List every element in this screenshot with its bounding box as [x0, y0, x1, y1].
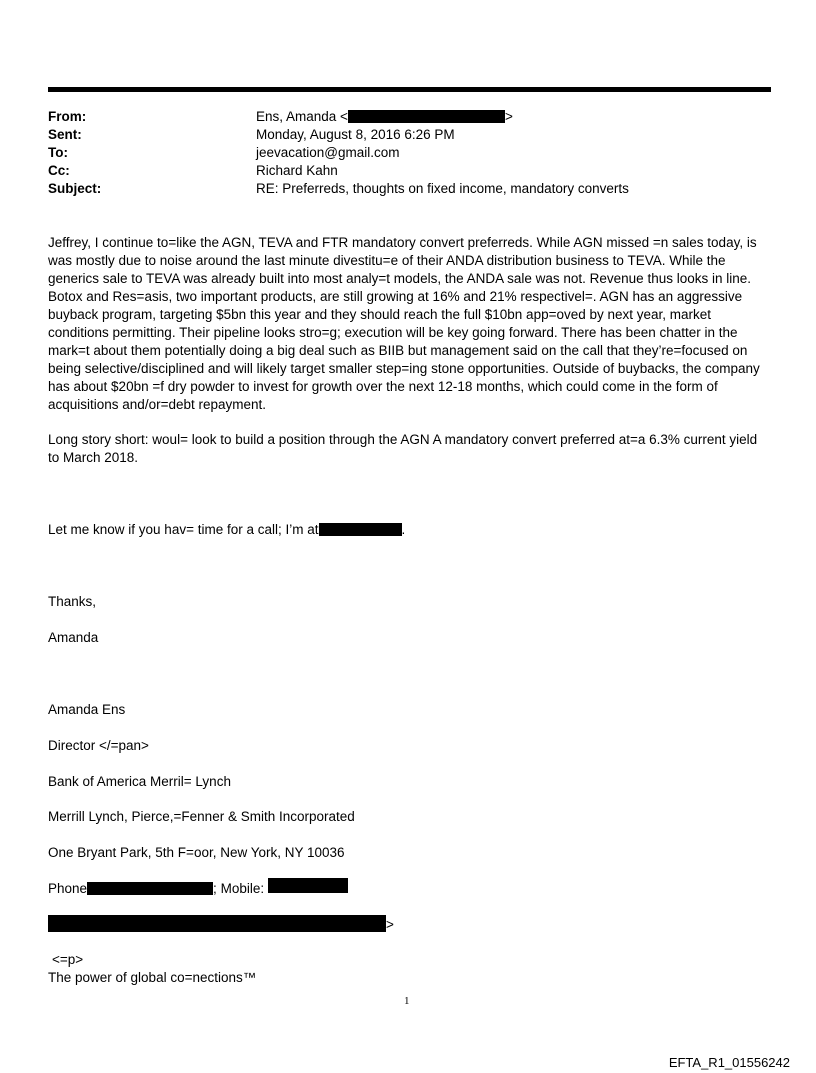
- signature-entity: Merrill Lynch, Pierce,=Fenner & Smith Incorporated: [48, 809, 355, 824]
- cc-row: [48, 162, 629, 180]
- signature-tagline: The power of global co=nections™: [48, 970, 257, 985]
- to-label: To:: [48, 145, 68, 160]
- to-value: jeevacation@gmail.com: [256, 145, 400, 160]
- body-paragraph-1: Jeffrey, I continue to=like the AGN, TEVA and FTR mandatory convert preferreds. While AGN missed =n sales today, is was mostly due to noise around the last minute divestitu=e of their ANDA distribution business to TEVA. While the generics sale to TEVA was already built into most analy=t models, the ANDA sale was not. Revenue thus looks in line. Botox and Res=asis, two important products, are still growing at 16% and 21% respectivel=. AGN has an aggressive buyback program, targeting $5bn this year and they should reach the full $10bn app=oved by next year, market conditions permitting. Their pipeline looks stro=g; execution will be key going forward. There has been chatter in the mark=t about them potentially doing a big deal such as BIIB but management said on the call that they’re=focused on being selective/disciplined and will likely target smaller step=ing stone opportunities. Outside of buybacks, the company has about $20bn =f dry powder to invest for growth over the next 12-18 months, which could come in the form of acquisitions and/or=debt repayment.: [48, 235, 760, 412]
- sent-value: Monday, August 8, 2016 6:26 PM: [256, 127, 455, 142]
- call-line-end: .: [401, 522, 406, 537]
- redaction-from-email: [348, 110, 505, 123]
- sender-first-name: Amanda: [48, 630, 99, 645]
- body-paragraph-2: Long story short: woul= look to build a position through the AGN A mandatory convert preferred at=a 6.3% current yield to March 2018.: [48, 432, 758, 465]
- signature-p-tag: <=p>: [52, 952, 84, 967]
- signature-phone-line: [48, 878, 348, 898]
- email-close: >: [386, 917, 394, 932]
- signature-email-line: [48, 915, 394, 934]
- subject-row: [48, 180, 629, 198]
- from-row: [48, 108, 629, 126]
- page-number: 1: [404, 995, 410, 1007]
- header-rule: [48, 87, 771, 92]
- redaction-phone: [319, 523, 402, 536]
- redaction-phone-number: [87, 882, 213, 895]
- signature-name: Amanda Ens: [48, 702, 126, 717]
- from-close: >: [504, 109, 513, 124]
- from-name: Ens, Amanda <: [256, 109, 348, 124]
- call-line-text: Let me know if you hav= time for a call; I’m at: [48, 522, 319, 537]
- cc-value: Richard Kahn: [256, 163, 338, 178]
- cc-label: Cc:: [48, 163, 70, 178]
- email-header: [48, 108, 629, 198]
- thanks-line: Thanks,: [48, 594, 97, 609]
- from-value: [256, 108, 513, 126]
- call-line: [48, 521, 405, 539]
- from-label: From:: [48, 109, 87, 124]
- phone-label: Phone: [48, 881, 88, 896]
- mobile-label: Mobile:: [220, 881, 265, 896]
- signature-title: Director </=pan>: [48, 738, 149, 753]
- sent-row: [48, 126, 629, 144]
- signature-company: Bank of America Merril= Lynch: [48, 774, 231, 789]
- sent-label: Sent:: [48, 127, 82, 142]
- to-row: [48, 144, 629, 162]
- subject-value: RE: Preferreds, thoughts on fixed income, mandatory converts: [256, 181, 629, 196]
- phone-separator: ;: [213, 881, 217, 896]
- redaction-mobile-number: [268, 878, 348, 893]
- document-id: EFTA_R1_01556242: [668, 1055, 790, 1070]
- subject-label: Subject:: [48, 181, 102, 196]
- signature-address: One Bryant Park, 5th F=oor, New York, NY 10036: [48, 845, 345, 860]
- redaction-email: [48, 915, 386, 932]
